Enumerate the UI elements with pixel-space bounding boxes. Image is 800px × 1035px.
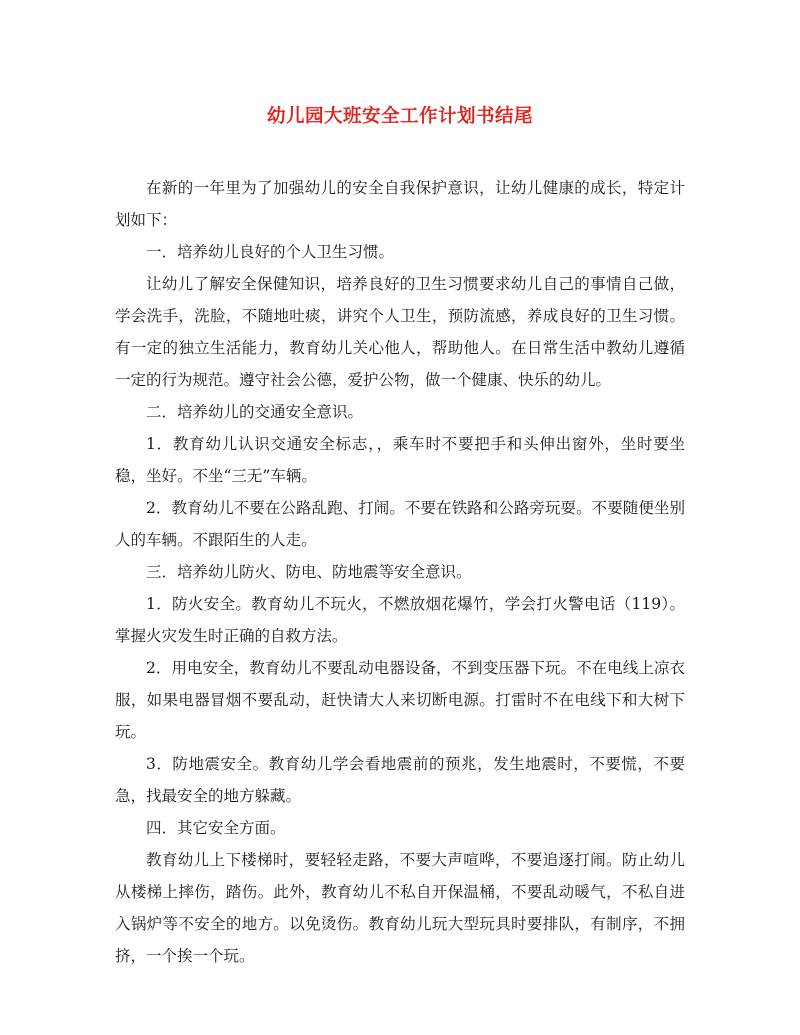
paragraph-intro: 在新的一年里为了加强幼儿的安全自我保护意识，让幼儿健康的成长，特定计划如下： (115, 179, 685, 229)
section-heading-traffic: 二．培养幼儿的交通安全意识。 (146, 403, 364, 421)
document-body (115, 172, 685, 972)
paragraph-fire: 1．防火安全。教育幼儿不玩火，不燃放烟花爆竹，学会打火警电话（119）。掌握火灾发生时正确的自救方法。 (115, 595, 685, 645)
section-heading-fire-electric-quake: 三．培养幼儿防火、防电、防地震等安全意识。 (146, 563, 472, 581)
section-heading-other: 四．其它安全方面。 (146, 819, 286, 837)
paragraph-earthquake: 3．防地震安全。教育幼儿学会看地震前的预兆，发生地震时，不要慌，不要急，找最安全的地方躲藏。 (115, 755, 685, 805)
paragraph-traffic-2: 2．教育幼儿不要在公路乱跑、打闹。不要在铁路和公路旁玩耍。不要随便坐别人的车辆。不跟陌生的人走。 (115, 499, 685, 549)
paragraph-other: 教育幼儿上下楼梯时，要轻轻走路，不要大声喧哗，不要追逐打闹。防止幼儿从楼梯上摔伤，踏伤。此外，教育幼儿不私自开保温桶，不要乱动暖气，不私自进入锅炉等不安全的地方。以免烫伤。教育幼儿玩大型玩具时要排队，有制序，不拥挤，一个挨一个玩。 (115, 851, 685, 965)
paragraph-electric: 2．用电安全，教育幼儿不要乱动电器设备，不到变压器下玩。不在电线上凉衣服，如果电器冒烟不要乱动，赶快请大人来切断电源。打雷时不在电线下和大树下玩。 (115, 659, 685, 741)
paragraph-hygiene: 让幼儿了解安全保健知识，培养良好的卫生习惯要求幼儿自己的事情自己做，学会洗手，洗脸，不随地吐痰，讲究个人卫生，预防流感，养成良好的卫生习惯。有一定的独立生活能力，教育幼儿关心他人，帮助他人。在日常生活中教幼儿遵循一定的行为规范。遵守社会公德，爱护公物，做一个健康、快乐的幼儿。 (115, 275, 685, 389)
document-title: 幼儿园大班安全工作计划书结尾 (266, 106, 533, 127)
section-heading-hygiene: 一．培养幼儿良好的个人卫生习惯。 (146, 243, 395, 261)
paragraph-traffic-1: 1．教育幼儿认识交通安全标志，，乘车时不要把手和头伸出窗外，坐时要坐稳，坐好。不坐“三无”车辆。 (115, 435, 685, 485)
